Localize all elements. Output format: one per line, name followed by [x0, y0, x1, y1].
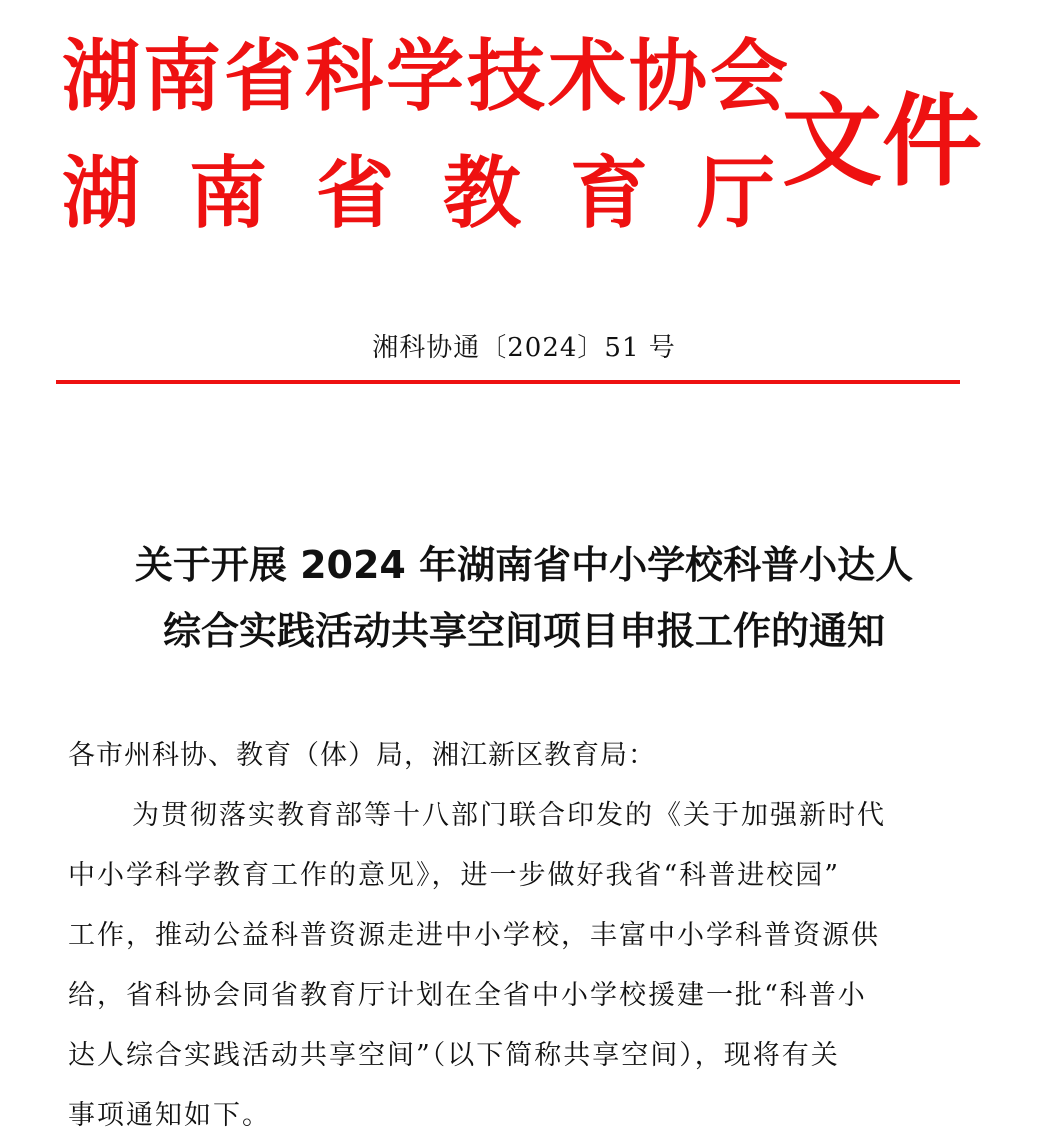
title-line-1: 关于开展 2024 年湖南省中小学校科普小达人	[134, 543, 914, 587]
body-line: 给，省科协会同省教育厅计划在全省中小学校援建一批“科普小	[68, 980, 867, 1011]
body-line: 中小学科学教育工作的意见》，进一步做好我省“科普进校园”	[68, 860, 841, 891]
red-divider	[56, 380, 960, 384]
body-line: 为贯彻落实教育部等十八部门联合印发的《关于加强新时代	[132, 800, 886, 831]
document-number: 湘科协通〔2024〕51 号	[372, 333, 676, 363]
issuing-org-2: 湖南省教育厅	[62, 149, 825, 239]
salutation: 各市州科协、教育（体）局，湘江新区教育局：	[68, 740, 656, 771]
title-line-2: 综合实践活动共享空间项目申报工作的通知	[162, 609, 885, 653]
document-header	[62, 30, 982, 260]
body-line: 达人综合实践活动共享空间”（以下简称共享空间），现将有关	[68, 1040, 840, 1071]
issuing-org-1: 湖南省科学技术协会	[62, 32, 792, 122]
body-paragraph	[68, 786, 973, 1146]
document-title	[40, 532, 1008, 664]
body-line: 工作，推动公益科普资源走进中小学校，丰富中小学科普资源供	[68, 920, 880, 951]
body-line: 事项通知如下。	[68, 1100, 271, 1131]
document-suffix: 文件	[782, 83, 982, 200]
